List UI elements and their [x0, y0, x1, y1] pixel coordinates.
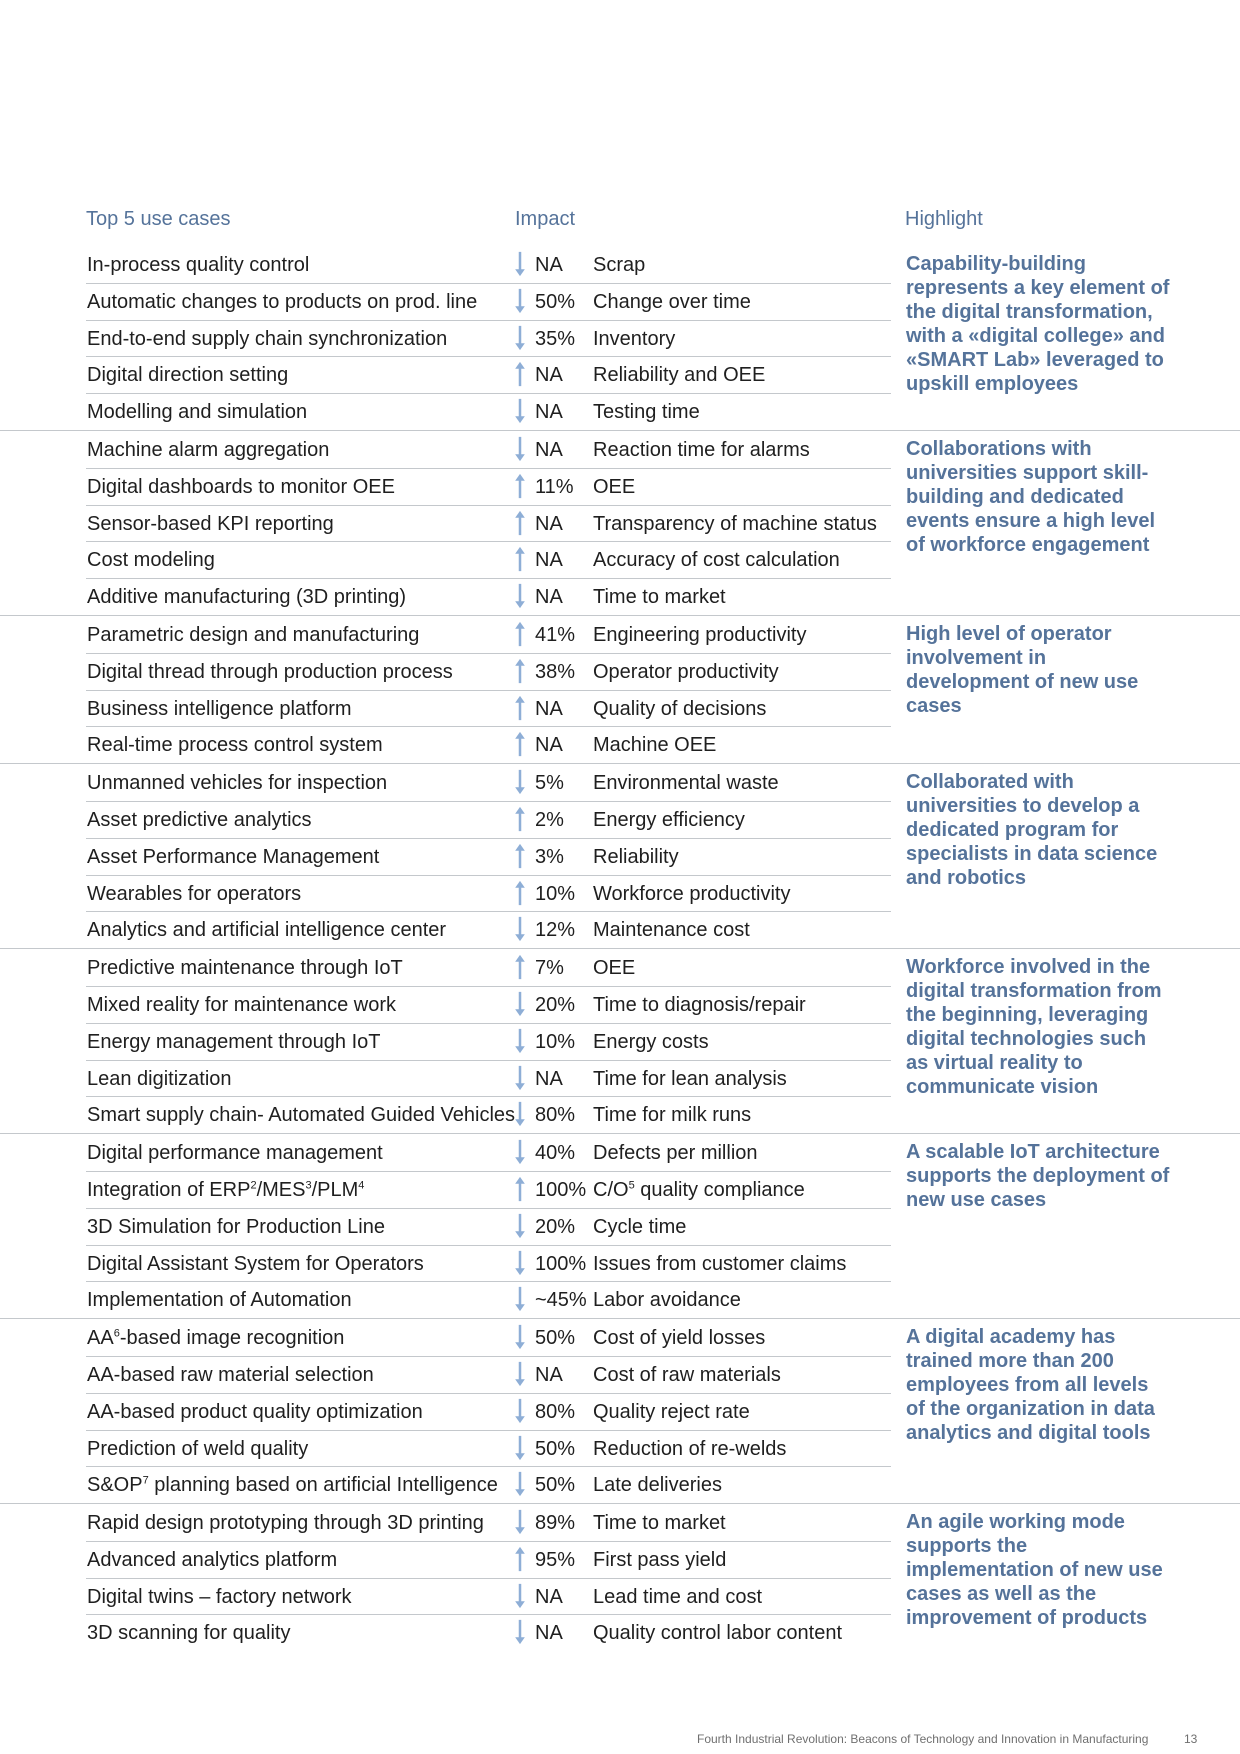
impact-value: 50% — [535, 1327, 576, 1350]
use-case-label: Analytics and artificial intelligence center — [87, 919, 447, 942]
use-case-label: Machine alarm aggregation — [87, 438, 330, 461]
impact-value: 89% — [535, 1512, 576, 1535]
impact-metric: Reduction of re-welds — [593, 1437, 787, 1460]
arrow-up-icon — [512, 953, 528, 981]
use-cases-header: Top 5 use cases — [86, 208, 231, 230]
arrow-down-icon — [512, 915, 528, 943]
impact-metric: Quality reject rate — [593, 1400, 750, 1423]
arrow-down-icon — [512, 1138, 528, 1166]
highlight-text: High level of operator involvement in development of new use cases — [906, 622, 1139, 717]
use-case-label: Wearables for operators — [87, 882, 302, 905]
impact-metric: Quality of decisions — [593, 697, 767, 720]
impact-value: 11% — [535, 475, 574, 498]
use-case-label: Prediction of weld quality — [87, 1437, 309, 1460]
impact-metric: Scrap — [593, 254, 646, 276]
impact-value: 50% — [535, 1474, 576, 1497]
use-case-table — [0, 246, 1240, 1651]
arrow-up-icon — [512, 360, 528, 388]
impact-metric: Testing time — [593, 401, 700, 424]
impact-value: NA — [535, 401, 563, 424]
highlight-text: A digital academy has trained more than 200 employees from all levels of the organization in data analytics and digital tools — [906, 1326, 1155, 1445]
use-case-label: End-to-end supply chain synchronization — [87, 327, 448, 350]
use-case-label: Mixed reality for maintenance work — [87, 993, 397, 1016]
highlight-text: Collaborations with universities support skill-building and dedicated events ensure a high level of workforce engagement — [906, 437, 1155, 556]
impact-value: NA — [535, 438, 563, 461]
impact-metric: Energy costs — [593, 1030, 709, 1053]
use-case-group — [0, 948, 1240, 1133]
use-case-label: Asset predictive analytics — [87, 808, 312, 831]
arrow-down-icon — [512, 1360, 528, 1388]
impact-value: NA — [535, 549, 563, 572]
impact-value: 10% — [535, 1030, 576, 1053]
arrow-up-icon — [512, 694, 528, 722]
arrow-up-icon — [512, 842, 528, 870]
use-case-label: Asset Performance Management — [87, 845, 380, 868]
use-case-label: In-process quality control — [87, 254, 310, 276]
use-case-label: Rapid design prototyping through 3D printing — [87, 1512, 484, 1535]
arrow-up-icon — [512, 805, 528, 833]
use-case-label: Parametric design and manufacturing — [87, 623, 420, 646]
impact-metric: Issues from customer claims — [593, 1252, 847, 1275]
use-case-label: $S\&OP^7$ planning based on artificial Intelligence — [87, 1474, 498, 1497]
impact-header: Impact — [515, 208, 576, 230]
impact-metric: Time for milk runs — [593, 1104, 752, 1127]
use-case-label: Digital twins – factory network — [87, 1585, 352, 1608]
arrow-up-icon — [512, 509, 528, 537]
impact-metric: Time to market — [593, 586, 726, 609]
table-row — [0, 1096, 1240, 1133]
use-case-label: $AA^6$-based image recognition — [87, 1327, 345, 1350]
use-case-label: Business intelligence platform — [87, 697, 352, 720]
table-row — [0, 726, 1240, 763]
impact-metric: Defects per million — [593, 1142, 758, 1165]
arrow-down-icon — [512, 435, 528, 463]
impact-value: NA — [535, 1363, 563, 1386]
use-case-label: AA-based product quality optimization — [87, 1400, 423, 1423]
impact-metric: Quality control labor content — [593, 1622, 843, 1645]
use-case-label: Energy management through IoT — [87, 1030, 381, 1053]
impact-metric: Cost of yield losses — [593, 1327, 766, 1350]
arrow-down-icon — [512, 1285, 528, 1313]
impact-metric: First pass yield — [593, 1548, 727, 1571]
impact-metric: Change over time — [593, 290, 751, 313]
impact-metric: Time for lean analysis — [593, 1067, 787, 1090]
table-row — [0, 1466, 1240, 1503]
impact-metric: Labor avoidance — [593, 1289, 741, 1312]
arrow-up-icon — [512, 1175, 528, 1203]
impact-metric: Cost of raw materials — [593, 1363, 781, 1386]
highlight-text: A scalable IoT architecture supports the deployment of new use cases — [906, 1141, 1170, 1212]
impact-value: 80% — [535, 1104, 576, 1127]
impact-metric: Workforce productivity — [593, 882, 791, 905]
use-case-group — [0, 615, 1240, 763]
arrow-down-icon — [512, 1470, 528, 1498]
use-case-label: Lean digitization — [87, 1067, 232, 1090]
use-case-label: 3D Simulation for Production Line — [87, 1215, 385, 1238]
impact-value: 2% — [535, 808, 564, 831]
impact-value: NA — [535, 734, 563, 757]
use-case-label: Cost modeling — [87, 549, 215, 572]
arrow-down-icon — [512, 1397, 528, 1425]
use-case-group — [0, 1318, 1240, 1503]
impact-metric: Time to diagnosis/repair — [593, 993, 806, 1016]
impact-value: 5% — [535, 772, 564, 795]
table-row — [0, 578, 1240, 615]
use-case-label: Predictive maintenance through IoT — [87, 957, 403, 980]
table-row — [0, 1281, 1240, 1318]
use-case-group — [0, 763, 1240, 948]
highlight-header: Highlight — [905, 208, 983, 230]
impact-metric: Operator productivity — [593, 660, 779, 683]
impact-value: 20% — [535, 993, 576, 1016]
impact-metric: Accuracy of cost calculation — [593, 549, 840, 572]
impact-value: 35% — [535, 327, 576, 350]
arrow-up-icon — [512, 657, 528, 685]
arrow-down-icon — [512, 990, 528, 1018]
use-case-label: 3D scanning for quality — [87, 1622, 291, 1645]
arrow-up-icon — [512, 472, 528, 500]
arrow-down-icon — [512, 582, 528, 610]
arrow-up-icon — [512, 620, 528, 648]
use-case-group — [0, 1503, 1240, 1651]
use-case-label: Modelling and simulation — [87, 401, 308, 424]
use-case-label: Smart supply chain- Automated Guided Vehicles — [87, 1104, 516, 1127]
impact-value: 50% — [535, 1437, 576, 1460]
arrow-down-icon — [512, 1027, 528, 1055]
use-case-label: Advanced analytics platform — [87, 1548, 338, 1571]
impact-value: NA — [535, 364, 563, 387]
use-case-label: Unmanned vehicles for inspection — [87, 772, 388, 795]
impact-metric: Environmental waste — [593, 772, 779, 795]
table-row — [0, 1208, 1240, 1245]
impact-metric: Transparency of machine status — [593, 512, 877, 535]
use-case-label: Digital thread through production process — [87, 660, 453, 683]
impact-value: NA — [535, 1067, 563, 1090]
highlight-text: Workforce involved in the digital transformation from the beginning, leveraging digital technologies such as virtual reality to communicate vision — [906, 956, 1162, 1099]
use-case-label: Automatic changes to products on prod. line — [87, 290, 478, 313]
use-case-label: Additive manufacturing (3D printing) — [87, 586, 407, 609]
impact-metric: Cycle time — [593, 1215, 687, 1238]
use-case-label: Digital direction setting — [87, 364, 289, 387]
impact-value: 100% — [535, 1252, 587, 1275]
arrow-down-icon — [512, 1582, 528, 1610]
use-case-label: Sensor-based KPI reporting — [87, 512, 334, 535]
arrow-up-icon — [512, 545, 528, 573]
arrow-down-icon — [512, 1323, 528, 1351]
impact-metric: Maintenance cost — [593, 919, 750, 942]
impact-value: NA — [535, 1585, 563, 1608]
arrow-down-icon — [512, 1064, 528, 1092]
impact-metric: Lead time and cost — [593, 1585, 762, 1608]
impact-value: 10% — [535, 882, 576, 905]
impact-value: NA — [535, 254, 563, 276]
use-case-label: Implementation of Automation — [87, 1289, 352, 1312]
arrow-up-icon — [512, 1545, 528, 1573]
arrow-down-icon — [512, 1434, 528, 1462]
arrow-down-icon — [512, 1212, 528, 1240]
arrow-down-icon — [512, 397, 528, 425]
use-case-group — [0, 430, 1240, 615]
arrow-down-icon — [512, 1249, 528, 1277]
use-case-group — [0, 1133, 1240, 1318]
use-case-label: Integration of ERP$^2$/MES$^3$/PLM$^4$ — [87, 1178, 365, 1201]
impact-value: 100% — [535, 1178, 587, 1201]
impact-metric: $C/O^5$ quality compliance — [593, 1178, 805, 1201]
impact-metric: Reliability — [593, 845, 679, 868]
arrow-down-icon — [512, 768, 528, 796]
impact-metric: Late deliveries — [593, 1474, 722, 1497]
table-row — [0, 911, 1240, 948]
impact-metric: Energy efficiency — [593, 808, 745, 831]
impact-value: NA — [535, 697, 563, 720]
impact-metric: Inventory — [593, 327, 676, 350]
impact-metric: OEE — [593, 957, 636, 980]
impact-value: 40% — [535, 1142, 576, 1165]
impact-value: 3% — [535, 845, 564, 868]
arrow-down-icon — [512, 1618, 528, 1646]
arrow-down-icon — [512, 250, 528, 278]
use-case-label: Digital Assistant System for Operators — [87, 1252, 424, 1275]
impact-metric: Reliability and OEE — [593, 364, 766, 387]
use-case-group — [0, 246, 1240, 430]
use-case-label: AA-based raw material selection — [87, 1363, 374, 1386]
arrow-up-icon — [512, 879, 528, 907]
impact-value: NA — [535, 1622, 563, 1645]
impact-metric: Time to market — [593, 1512, 726, 1535]
impact-value: ~45% — [535, 1289, 587, 1312]
arrow-up-icon — [512, 730, 528, 758]
table-row — [0, 1245, 1240, 1282]
use-case-label: Real-time process control system — [87, 734, 383, 757]
use-case-label: Digital performance management — [87, 1142, 383, 1165]
arrow-down-icon — [512, 287, 528, 315]
impact-value: 95% — [535, 1548, 576, 1571]
impact-value: 41% — [535, 623, 576, 646]
impact-value: NA — [535, 586, 563, 609]
table-row — [0, 393, 1240, 430]
highlight-text: Capability-building represents a key element of the digital transformation, with a «digital college» and «SMART Lab» leveraged to upskill employees — [906, 253, 1170, 395]
impact-value: NA — [535, 512, 563, 535]
highlight-text: Collaborated with universities to develop a dedicated program for specialists in data science and robotics — [906, 771, 1158, 890]
impact-value: 7% — [535, 957, 564, 980]
page-number: 13 — [1184, 1732, 1198, 1746]
impact-value: 20% — [535, 1215, 576, 1238]
use-case-label: Digital dashboards to monitor OEE — [87, 475, 395, 498]
impact-metric: Machine OEE — [593, 734, 717, 757]
impact-value: 38% — [535, 660, 576, 683]
arrow-down-icon — [512, 324, 528, 352]
highlight-text: An agile working mode supports the implementation of new use cases as well as the improvement of products — [906, 1511, 1163, 1630]
footer-title: Fourth Industrial Revolution: Beacons of Technology and Innovation in Manufacturing — [697, 1732, 1149, 1746]
arrow-down-icon — [512, 1508, 528, 1536]
arrow-down-icon — [512, 1100, 528, 1128]
impact-metric: Engineering productivity — [593, 623, 807, 646]
impact-value: 50% — [535, 290, 576, 313]
impact-metric: Reaction time for alarms — [593, 438, 810, 461]
impact-value: 12% — [535, 919, 576, 942]
impact-value: 80% — [535, 1400, 576, 1423]
impact-metric: OEE — [593, 475, 636, 498]
